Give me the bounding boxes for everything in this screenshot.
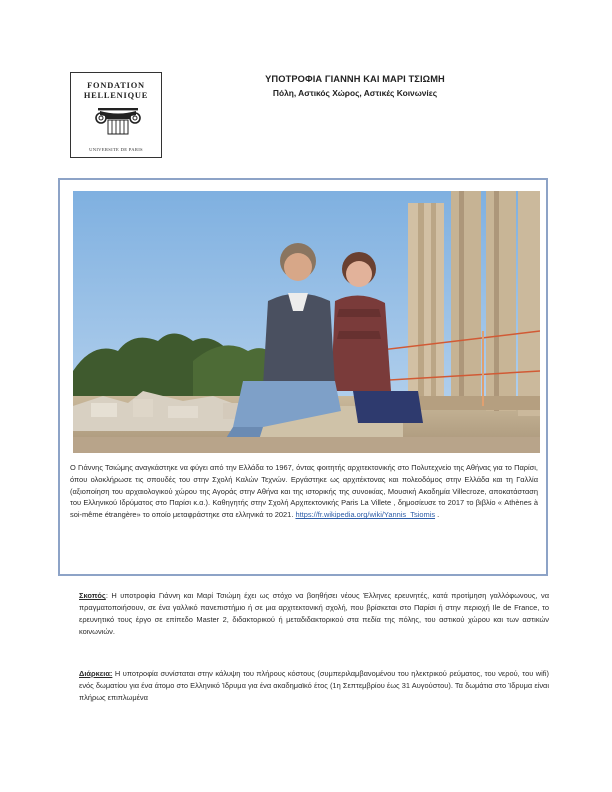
bio-frame bbox=[58, 178, 548, 576]
purpose-label: Σκοπός bbox=[79, 591, 106, 600]
duration-label: Διάρκεια: bbox=[79, 669, 113, 678]
ionic-capital-icon bbox=[94, 107, 142, 135]
duration-paragraph bbox=[79, 668, 549, 704]
wikipedia-link[interactable]: https://fr.wikipedia.org/wiki/Yannis_Tsiomis bbox=[295, 510, 436, 520]
caption-text: Ο Γιάννης Τσιώμης αναγκάστηκε να φύγει από την Ελλάδα το 1967, όντας φοιτητής αρχιτεκτονικής στο Πολυτεχνείο της Αθήνας για το Παρίσι, όπου ολοκλήρωσε τις σπουδές του στην Σχολή Καλών Τεχνών. Εργάστηκε ως αρχιτέκτονας και πολεοδόμος στην Ελλάδα και τη Γαλλία (αξιοποίηση του αρχαιολογικού χώρου της Αγοράς στην Αθήνα και της ιστορικής της συνοικίας, Μουσική Ακαδημία Villecroze, αποκατάσταση του Ελληνικού Ιδρύματος στο Παρίσι κ.α.). Καθηγητής στην Σχολή Αρχιτεκτονικής Paris La Villete , δημοσίευσε το 2017 το βιβλίο « Athènes à soi-même étrangère» το οποίο μεταφράστηκε στα ελληνικά το 2021. bbox=[70, 463, 538, 520]
header bbox=[240, 74, 470, 98]
caption-end: . bbox=[435, 510, 440, 520]
duration-text: Η υποτροφία συνίσταται στην κάλυψη του πλήρους κόστους (συμπεριλαμβανομένου του ηλεκτρικού ρεύματος, του νερού, του wifi) ενός δωματίου για ένα άτομο στο Ελληνικό Ίδρυμα για ένα ακαδημαϊκό έτος (1η Σεπτεμβρίου έως 31 Αυγούστου). Τα δωμάτια στο Ίδρυμα είναι πλήρως επιπλωμένα bbox=[79, 669, 549, 702]
logo-line-universite: UNIVERSITE DE PARIS bbox=[89, 147, 143, 152]
logo-line-hellenique: HELLENIQUE bbox=[83, 91, 149, 100]
bio-caption bbox=[70, 462, 538, 521]
purpose-text: : Η υποτροφία Γιάννη και Μαρί Τσιώμη έχει ως στόχο να βοηθήσει νέους Έλληνες ερευνητές, κατά προτίμηση γαλλόφωνους, να πραγματοποιήσουν, σε ένα γαλλικό πανεπιστήμιο ή σε μια αρχιτεκτονική σχολή, που βρίσκεται στο Παρίσι ή στην περιοχή Ile de France, το ερευνητικό τους έργο σε επίπεδο Master 2, διδακτορικού ή μεταδιδακτορικού στα πεδία της πόλης, του αστικού χώρου και των αστικών κοινωνιών. bbox=[79, 591, 549, 636]
purpose-paragraph bbox=[79, 590, 549, 638]
page-title: ΥΠΟΤΡΟΦΙΑ ΓΙΑΝΝΗ ΚΑΙ ΜΑΡΙ ΤΣΙΩΜΗ bbox=[265, 74, 445, 84]
foundation-logo bbox=[70, 72, 162, 158]
couple-at-ruins-photo bbox=[73, 191, 540, 453]
logo-line-fondation: FONDATION bbox=[87, 81, 145, 90]
page-subtitle: Πόλη, Αστικός Χώρος, Αστικές Κοινωνίες bbox=[272, 88, 438, 98]
